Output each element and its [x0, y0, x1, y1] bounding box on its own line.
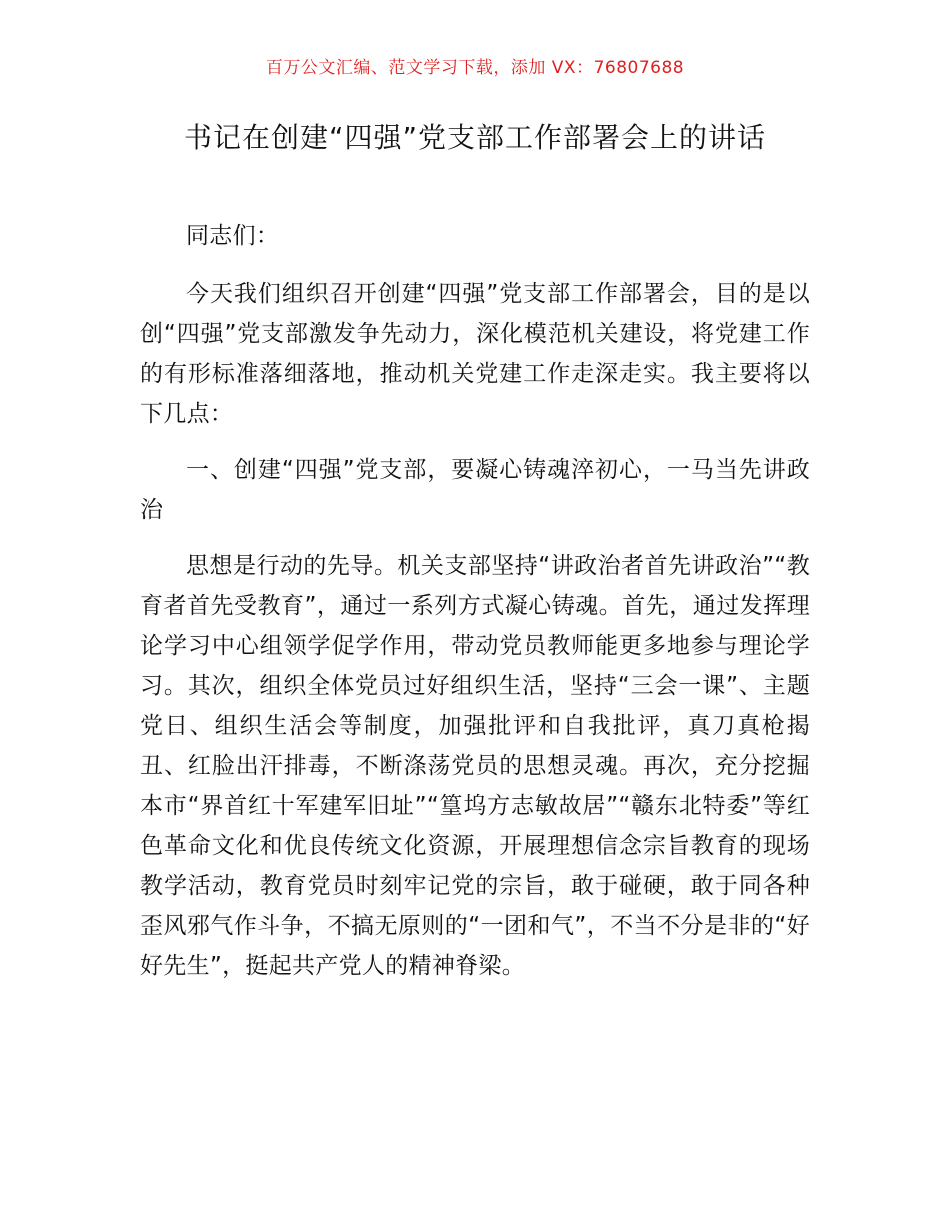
body-paragraph: 思想是行动的先导。机关支部坚持“讲政治者首先讲政治”“教育者首先受教育”，通过一系列方式凝心铸魂。首先，通过发挥理论学习中心组领学促学作用，带动党员教师能更多地参与理论学习。其次，组织全体党员过好组织生活，坚持“三会一课”、主题党日、组织生活会等制度，加强批评和自我批评，真刀真枪揭丑、红脸出汗排毒，不断涤荡党员的思想灵魂。再次，充分挖掘本市“界首红十军建军旧址”“篁坞方志敏故居”“赣东北特委”等红色革命文化和优良传统文化资源，开展理想信念宗旨教育的现场教学活动，教育党员时刻牢记党的宗旨，敢于碰硬，敢于同各种歪风邪气作斗争，不搞无原则的“一团和气”，不当不分是非的“好好先生”，挺起共产党人的精神脊梁。 — [140, 553, 810, 979]
intro-paragraph: 今天我们组织召开创建“四强”党支部工作部署会，目的是以创“四强”党支部激发争先动力，深化模范机关建设，将党建工作的有形标准落细落地，推动机关党建工作走深走实。我主要将以下几点： — [140, 281, 810, 427]
salutation: 同志们： — [186, 223, 280, 249]
header-banner: 百万公文汇编、范文学习下载，添加 VX：76807688 — [265, 58, 685, 78]
section-heading: 一、创建“四强”党支部，要凝心铸魂淬初心，一马当先讲政治 — [140, 457, 810, 523]
document-body — [140, 216, 810, 1002]
document-title: 书记在创建“四强”党支部工作部署会上的讲话 — [183, 121, 766, 154]
